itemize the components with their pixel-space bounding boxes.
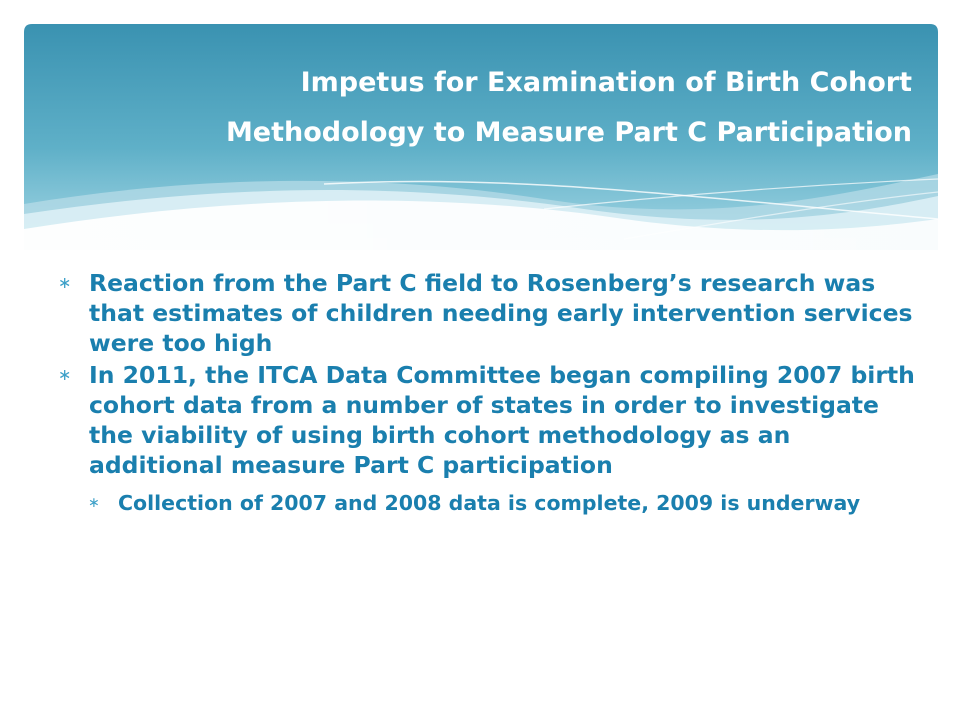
- sub-bullet-text: Collection of 2007 and 2008 data is complete, 2009 is underway: [118, 491, 861, 515]
- bullet-item: [58, 360, 918, 480]
- content-area: [58, 268, 918, 516]
- slide-title: [70, 58, 912, 158]
- bullet-text: In 2011, the ITCA Data Committee began compiling 2007 birth cohort data from a number of states in order to investigate the viability of using birth cohort methodology as an additional measure Part C participation: [89, 361, 915, 479]
- slide-title-line-1: Impetus for Examination of Birth Cohort: [300, 67, 912, 98]
- asterisk-bullet-icon: ∗: [58, 273, 72, 292]
- asterisk-sub-bullet-icon: ∗: [88, 495, 100, 511]
- sub-bullet-item: [58, 490, 918, 516]
- bullet-text: Reaction from the Part C field to Rosenberg’s research was that estimates of children needing early intervention services were too high: [89, 269, 913, 357]
- asterisk-bullet-icon: ∗: [58, 365, 72, 384]
- slide-title-line-2: Methodology to Measure Part C Participation: [225, 117, 912, 148]
- bullet-item: [58, 268, 918, 358]
